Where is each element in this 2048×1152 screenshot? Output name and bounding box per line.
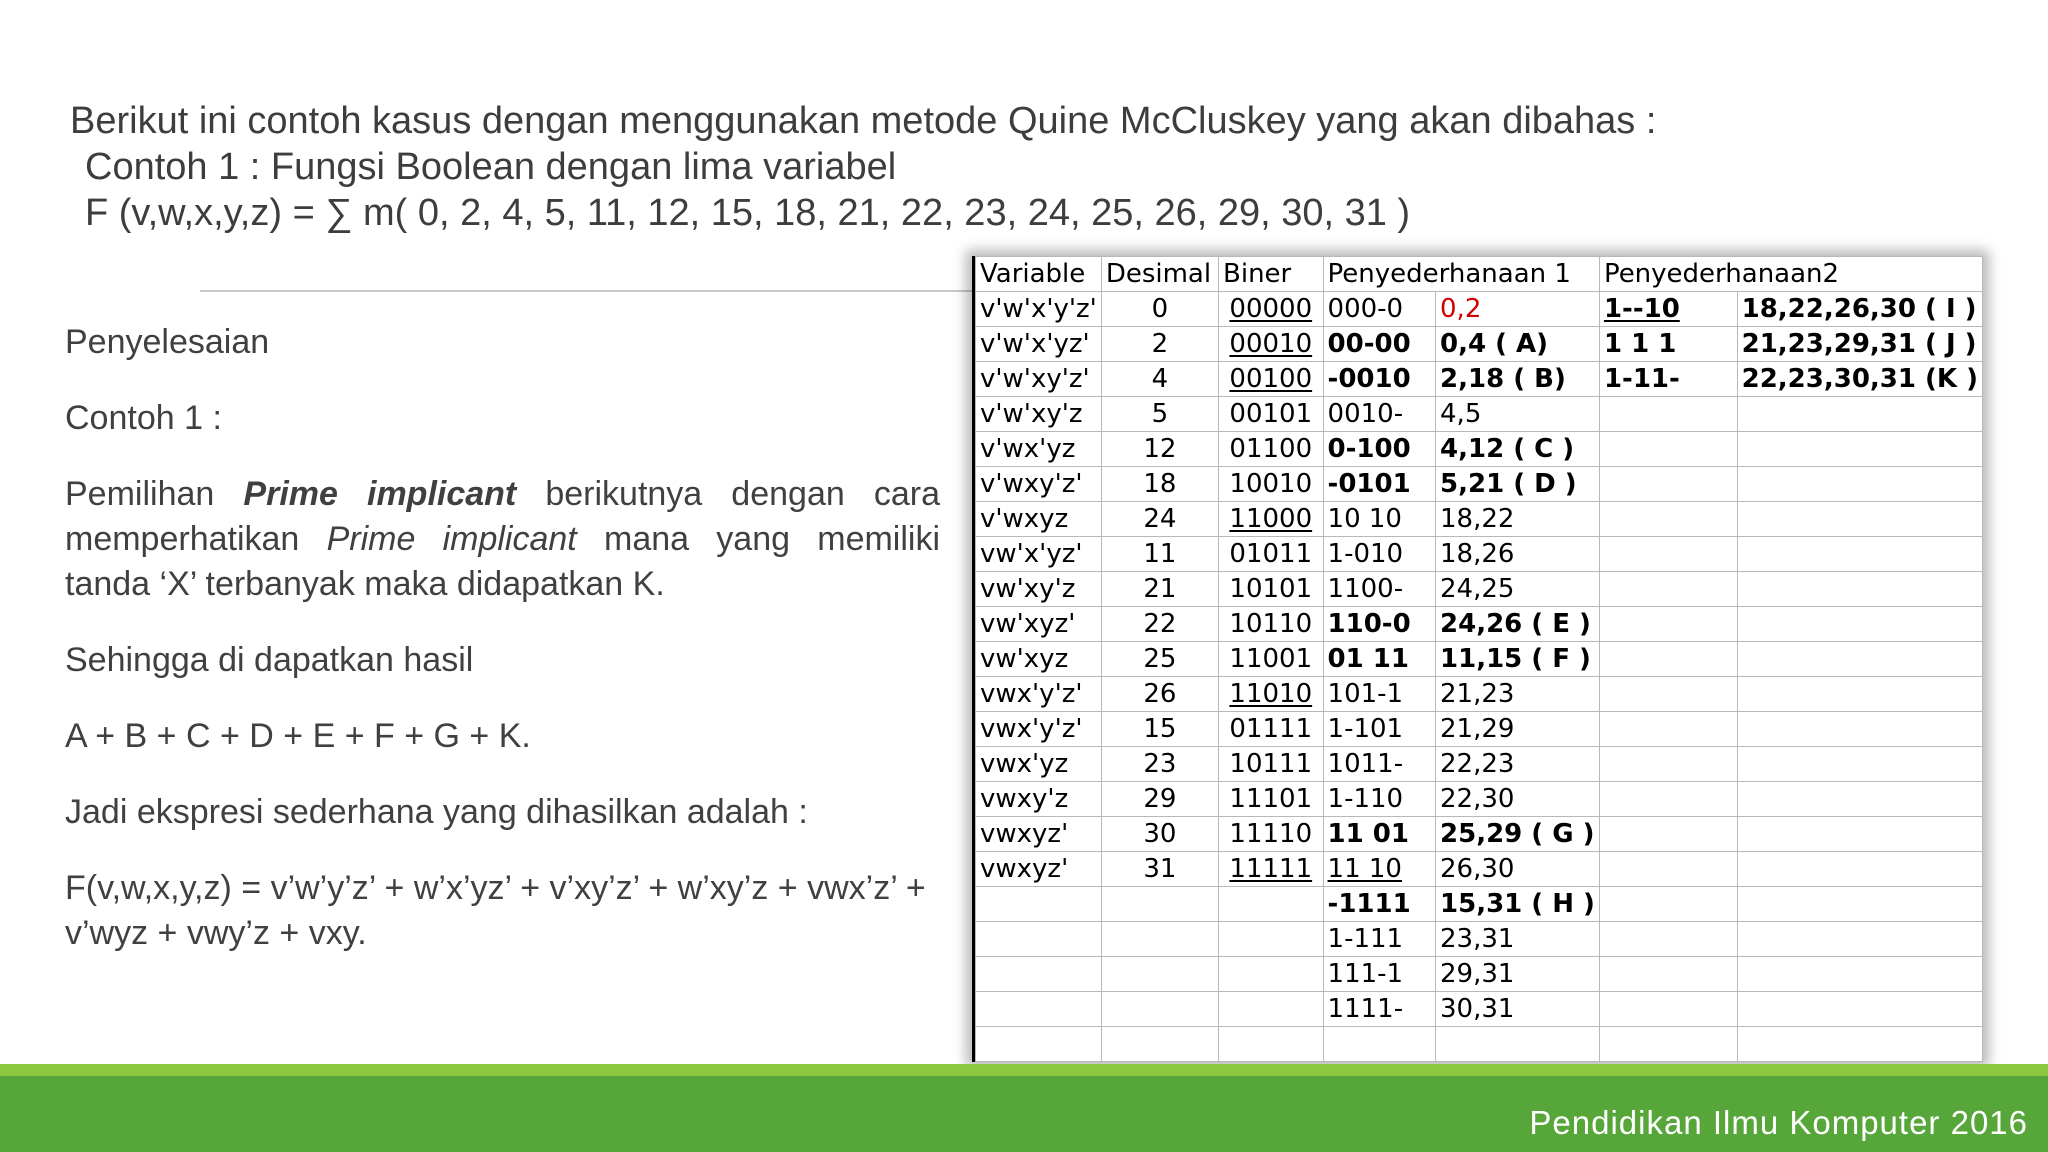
- table-cell: 2,18 ( B): [1436, 362, 1600, 397]
- table-cell: 25,29 ( G ): [1436, 817, 1600, 852]
- table-cell: v'wxy'z': [976, 467, 1102, 502]
- column-header: Variable: [976, 257, 1102, 292]
- table-cell: 29,31: [1436, 957, 1600, 992]
- table-cell: 11010: [1219, 677, 1324, 712]
- table-cell: [1101, 1027, 1218, 1062]
- table-cell: 5: [1101, 397, 1218, 432]
- table-cell: [1101, 887, 1218, 922]
- table-cell: 2: [1101, 327, 1218, 362]
- table-cell: [1599, 572, 1737, 607]
- table-row: [976, 817, 1983, 852]
- table-cell: 01011: [1219, 537, 1324, 572]
- table-cell: 01 11: [1323, 642, 1435, 677]
- prime-implicant-italic: Prime implicant: [326, 520, 577, 558]
- table-cell: 11001: [1219, 642, 1324, 677]
- table-cell: 10110: [1219, 607, 1324, 642]
- table-row: [976, 712, 1983, 747]
- table-cell: 22,23: [1436, 747, 1600, 782]
- table-cell: 22,30: [1436, 782, 1600, 817]
- expression-intro: Jadi ekspresi sederhana yang dihasilkan adalah :: [65, 793, 808, 831]
- table-cell: [1599, 922, 1737, 957]
- footer-text: Pendidikan Ilmu Komputer 2016: [1529, 1104, 2028, 1141]
- table-row: [976, 957, 1983, 992]
- table-cell: 30: [1101, 817, 1218, 852]
- table-cell: 21,29: [1436, 712, 1600, 747]
- table-cell: [1737, 642, 1982, 677]
- table-row: [976, 677, 1983, 712]
- table-cell: [1737, 817, 1982, 852]
- table-cell: [1599, 677, 1737, 712]
- table-cell: 11110: [1219, 817, 1324, 852]
- table-row: [976, 397, 1983, 432]
- table-cell: [1737, 852, 1982, 887]
- table-row: [976, 642, 1983, 677]
- table-cell: [1737, 432, 1982, 467]
- table-cell: 101-1: [1323, 677, 1435, 712]
- table-cell: 111-1: [1323, 957, 1435, 992]
- table-cell: 1-11-: [1599, 362, 1737, 397]
- table-cell: [1737, 992, 1982, 1027]
- table-cell: 11 10: [1323, 852, 1435, 887]
- table-cell: [1737, 502, 1982, 537]
- table-row: [976, 887, 1983, 922]
- table-cell: 11111: [1219, 852, 1324, 887]
- table-cell: 00-00: [1323, 327, 1435, 362]
- table-cell: [1101, 922, 1218, 957]
- table-cell: 18,22: [1436, 502, 1600, 537]
- paragraph-part-c: mana yang memiliki tanda ‘X’ terbanyak maka didapatkan K.: [65, 520, 941, 603]
- table-cell: vwx'y'z': [976, 712, 1102, 747]
- table-cell: 26: [1101, 677, 1218, 712]
- table-cell: 1 1 1: [1599, 327, 1737, 362]
- footer-bar: [0, 1076, 2048, 1152]
- table-cell: 21,23: [1436, 677, 1600, 712]
- table-cell: 1111-: [1323, 992, 1435, 1027]
- prime-implicant-paragraph: [65, 472, 940, 607]
- table-cell: 25: [1101, 642, 1218, 677]
- table-cell: 30,31: [1436, 992, 1600, 1027]
- table-cell: [1599, 502, 1737, 537]
- table-cell: [1599, 1027, 1737, 1062]
- table-cell: 24,25: [1436, 572, 1600, 607]
- table-cell: 00010: [1219, 327, 1324, 362]
- table-cell: 4: [1101, 362, 1218, 397]
- table-cell: 0010-: [1323, 397, 1435, 432]
- quine-mccluskey-table: [975, 256, 1983, 1062]
- paragraph-part-a: Pemilihan: [65, 475, 244, 513]
- table-row: [976, 852, 1983, 887]
- column-header: Penyederhanaan 1: [1323, 257, 1599, 292]
- table-cell: [976, 922, 1102, 957]
- table-cell: [1737, 1027, 1982, 1062]
- table-cell: 18,26: [1436, 537, 1600, 572]
- table-cell: 01111: [1219, 712, 1324, 747]
- table-cell: [976, 887, 1102, 922]
- table-cell: [1436, 1027, 1600, 1062]
- table-cell: 0,4 ( A): [1436, 327, 1600, 362]
- table-cell: [1599, 747, 1737, 782]
- table-cell: 00101: [1219, 397, 1324, 432]
- table-cell: v'wx'yz: [976, 432, 1102, 467]
- table-cell: 21: [1101, 572, 1218, 607]
- table-cell: vwxy'z: [976, 782, 1102, 817]
- table-cell: [1599, 607, 1737, 642]
- table-cell: -1111: [1323, 887, 1435, 922]
- table-row: [976, 502, 1983, 537]
- table-cell: 24: [1101, 502, 1218, 537]
- function-definition: F (v,w,x,y,z) = ∑ m( 0, 2, 4, 5, 11, 12, 15, 18, 21, 22, 23, 24, 25, 26, 29, 30, 31 ): [85, 192, 1411, 234]
- contoh-label: Contoh 1 :: [65, 399, 222, 437]
- table-cell: v'w'x'yz': [976, 327, 1102, 362]
- footer-accent-band: [0, 1064, 2048, 1076]
- table-cell: [1737, 887, 1982, 922]
- table-cell: 10 10: [1323, 502, 1435, 537]
- column-header: Desimal: [1101, 257, 1218, 292]
- table-cell: [1737, 467, 1982, 502]
- table-row: [976, 992, 1983, 1027]
- table-cell: [1737, 607, 1982, 642]
- table-cell: 23: [1101, 747, 1218, 782]
- table-cell: 1011-: [1323, 747, 1435, 782]
- table-cell: v'w'xy'z: [976, 397, 1102, 432]
- table-cell: 00000: [1219, 292, 1324, 327]
- table-cell: 11,15 ( F ): [1436, 642, 1600, 677]
- table-cell: 15: [1101, 712, 1218, 747]
- table-cell: 23,31: [1436, 922, 1600, 957]
- table-cell: [976, 957, 1102, 992]
- table-cell: [1599, 432, 1737, 467]
- table-cell: 10101: [1219, 572, 1324, 607]
- table-cell: 5,21 ( D ): [1436, 467, 1600, 502]
- table-cell: 1-010: [1323, 537, 1435, 572]
- table-cell: [1737, 712, 1982, 747]
- table-cell: vw'x'yz': [976, 537, 1102, 572]
- table-cell: 22: [1101, 607, 1218, 642]
- divider-line: [200, 290, 980, 292]
- slide-heading: [70, 98, 1656, 236]
- table-cell: 1-110: [1323, 782, 1435, 817]
- table-cell: 15,31 ( H ): [1436, 887, 1600, 922]
- table-row: [976, 327, 1983, 362]
- table-row: [976, 292, 1983, 327]
- table-row: [976, 607, 1983, 642]
- table-row: [976, 782, 1983, 817]
- table-cell: 000-0: [1323, 292, 1435, 327]
- table-cell: vwx'yz: [976, 747, 1102, 782]
- table-cell: [1599, 957, 1737, 992]
- table-cell: [1737, 782, 1982, 817]
- table-cell: [1599, 537, 1737, 572]
- table-cell: 1-111: [1323, 922, 1435, 957]
- table-cell: 11: [1101, 537, 1218, 572]
- table-row: [976, 537, 1983, 572]
- table-cell: vw'xyz': [976, 607, 1102, 642]
- table-cell: 1-101: [1323, 712, 1435, 747]
- table-cell: [976, 992, 1102, 1027]
- table-row: [976, 922, 1983, 957]
- table-cell: v'wxyz: [976, 502, 1102, 537]
- table-cell: [1599, 782, 1737, 817]
- table-cell: [1219, 957, 1324, 992]
- table-cell: [1219, 992, 1324, 1027]
- table-row: [976, 467, 1983, 502]
- table-cell: v'w'xy'z': [976, 362, 1102, 397]
- result-intro: Sehingga di dapatkan hasil: [65, 641, 474, 679]
- table-cell: [1737, 397, 1982, 432]
- table-cell: [1599, 642, 1737, 677]
- table-cell: 01100: [1219, 432, 1324, 467]
- table-cell: 00100: [1219, 362, 1324, 397]
- quine-mccluskey-table-image: [972, 256, 1983, 1062]
- table-cell: 11000: [1219, 502, 1324, 537]
- table-cell: [1599, 992, 1737, 1027]
- table-cell: [1737, 922, 1982, 957]
- table-cell: [1323, 1027, 1435, 1062]
- table-cell: 29: [1101, 782, 1218, 817]
- table-row: [976, 432, 1983, 467]
- table-cell: [1737, 677, 1982, 712]
- table-row: [976, 1027, 1983, 1062]
- table-cell: [1599, 817, 1737, 852]
- table-cell: -0101: [1323, 467, 1435, 502]
- final-expression: F(v,w,x,y,z) = v’w’y’z’ + w’x’yz’ + v’xy’z’ + w’xy’z + vwx’z’ + v’wyz + vwy’z + vxy.: [65, 869, 926, 952]
- table-cell: [1599, 887, 1737, 922]
- table-cell: [1101, 957, 1218, 992]
- table-cell: 18,22,26,30 ( I ): [1737, 292, 1982, 327]
- table-cell: [1599, 712, 1737, 747]
- table-cell: 22,23,30,31 (K ): [1737, 362, 1982, 397]
- table-cell: 24,26 ( E ): [1436, 607, 1600, 642]
- table-row: [976, 747, 1983, 782]
- table-cell: [1737, 572, 1982, 607]
- table-cell: 11 01: [1323, 817, 1435, 852]
- table-cell: vw'xy'z: [976, 572, 1102, 607]
- table-cell: 0-100: [1323, 432, 1435, 467]
- table-cell: 1100-: [1323, 572, 1435, 607]
- table-cell: [1737, 537, 1982, 572]
- table-cell: vwx'y'z': [976, 677, 1102, 712]
- table-cell: 26,30: [1436, 852, 1600, 887]
- table-cell: 1--10: [1599, 292, 1737, 327]
- table-cell: 18: [1101, 467, 1218, 502]
- table-cell: 110-0: [1323, 607, 1435, 642]
- table-row: [976, 572, 1983, 607]
- penyelesaian-label: Penyelesaian: [65, 323, 270, 361]
- table-cell: [1599, 852, 1737, 887]
- example-title: Contoh 1 : Fungsi Boolean dengan lima variabel: [85, 146, 897, 188]
- table-cell: vw'xyz: [976, 642, 1102, 677]
- table-cell: [1599, 397, 1737, 432]
- intro-line: Berikut ini contoh kasus dengan menggunakan metode Quine McCluskey yang akan dibahas :: [70, 100, 1657, 142]
- table-cell: 31: [1101, 852, 1218, 887]
- table-cell: [1219, 887, 1324, 922]
- table-cell: 21,23,29,31 ( J ): [1737, 327, 1982, 362]
- table-cell: 4,12 ( C ): [1436, 432, 1600, 467]
- table-cell: v'w'x'y'z': [976, 292, 1102, 327]
- table-cell: 12: [1101, 432, 1218, 467]
- table-cell: [1737, 747, 1982, 782]
- column-header: Penyederhanaan2: [1599, 257, 1982, 292]
- table-cell: 10111: [1219, 747, 1324, 782]
- table-cell: [1101, 992, 1218, 1027]
- prime-implicant-bold: Prime implicant: [243, 475, 517, 513]
- table-cell: 0: [1101, 292, 1218, 327]
- table-cell: 11101: [1219, 782, 1324, 817]
- table-header-row: [976, 257, 1983, 292]
- result-terms: A + B + C + D + E + F + G + K.: [65, 717, 531, 755]
- column-header: Biner: [1219, 257, 1324, 292]
- table-cell: vwxyz': [976, 817, 1102, 852]
- table-cell: [1737, 957, 1982, 992]
- table-cell: [1219, 1027, 1324, 1062]
- table-cell: vwxyz': [976, 852, 1102, 887]
- table-cell: 10010: [1219, 467, 1324, 502]
- table-cell: [976, 1027, 1102, 1062]
- solution-text: [65, 320, 940, 987]
- table-cell: 0,2: [1436, 292, 1600, 327]
- table-cell: [1599, 467, 1737, 502]
- table-cell: [1219, 922, 1324, 957]
- paragraph-part-b: berikutnya dengan cara memperhatikan: [65, 475, 940, 558]
- table-cell: -0010: [1323, 362, 1435, 397]
- table-cell: 4,5: [1436, 397, 1600, 432]
- table-row: [976, 362, 1983, 397]
